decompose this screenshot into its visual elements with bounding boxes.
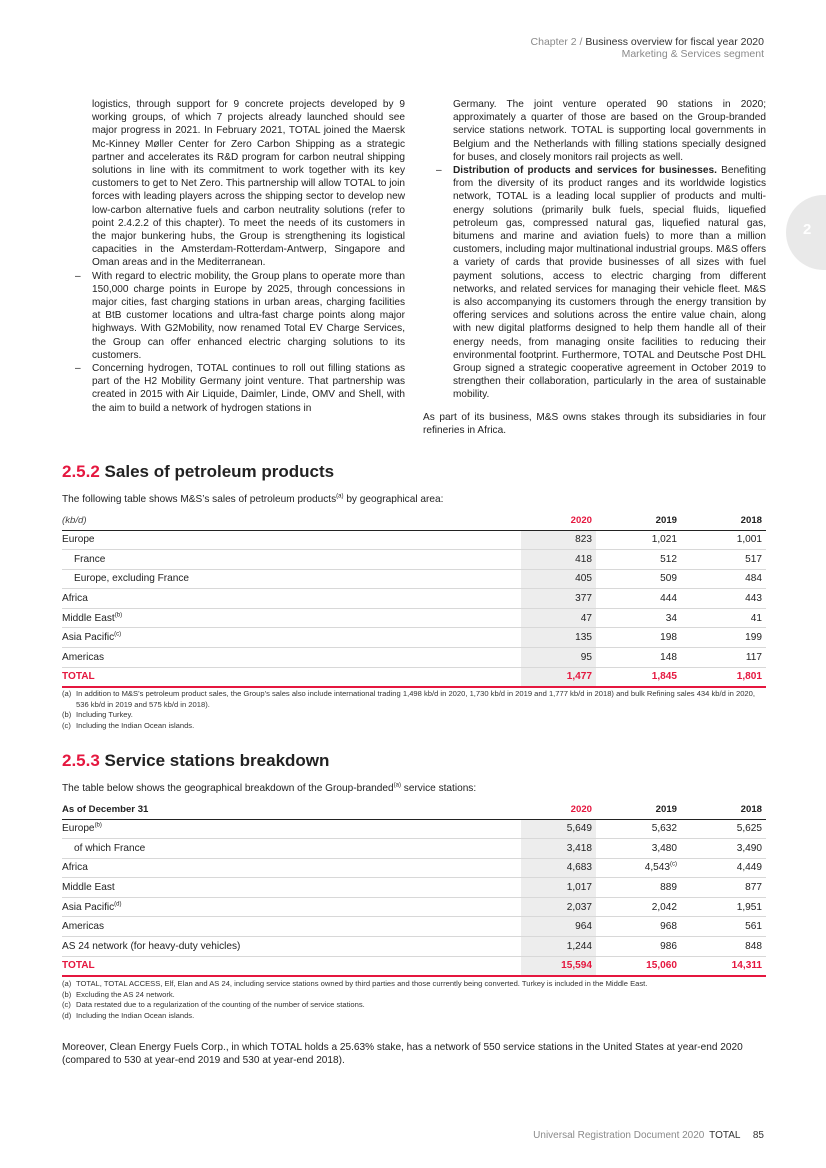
cell-value: 823 <box>575 534 592 546</box>
total-row <box>62 956 766 976</box>
cell-value: 4,683 <box>566 862 592 874</box>
cell-value: 443 <box>745 593 762 605</box>
value-cell-2018 <box>681 917 766 937</box>
row-label <box>62 569 521 589</box>
value-cell-2020 <box>521 917 596 937</box>
table-row <box>62 550 766 570</box>
chapter-tab-number: 2 <box>803 221 812 238</box>
row-label-text: Middle East <box>62 612 115 624</box>
cell-value: 5,625 <box>736 823 762 835</box>
footnote-key: (b) <box>62 989 72 999</box>
footnote-ref: (a) <box>393 782 401 789</box>
cell-value: 41 <box>750 612 762 624</box>
cell-value: 848 <box>745 940 762 952</box>
left-bullet-hydrogen: – Concerning hydrogen, TOTAL continues to roll out filling stations as part of the H2 Mobility Germany joint venture. That partnership was created in 2015 with Air Liquide, Daimler, Linde, OMV and Shell, with the aim to build a network of hydrogen stations in <box>62 362 405 415</box>
row-label-text: Middle East <box>62 882 115 894</box>
cell-value: 1,001 <box>736 534 762 546</box>
cell-value: 377 <box>575 593 592 605</box>
row-label <box>62 550 521 570</box>
row-label <box>62 897 521 917</box>
cell-value: 889 <box>660 882 677 894</box>
total-row <box>62 667 766 687</box>
row-label <box>62 858 521 878</box>
footnote-text: Data restated due to a regularization of the counting of the number of service stations. <box>76 1000 365 1010</box>
petroleum-sales-table <box>62 512 766 688</box>
footnote <box>62 710 766 721</box>
footnote-ref: (a) <box>336 493 344 500</box>
total-value-2018: 14,311 <box>681 956 766 976</box>
cell-value: 512 <box>660 553 677 565</box>
cell-value: 1,017 <box>566 882 592 894</box>
footnote-text: TOTAL, TOTAL ACCESS, Elf, Elan and AS 24, including service stations owned by third parties and those currently being converted. Turkey is included in the Middle East. <box>76 979 648 988</box>
cell-value: 509 <box>660 573 677 585</box>
table-row <box>62 839 766 859</box>
stations-footnotes <box>62 979 766 1021</box>
cell-value: 199 <box>745 632 762 644</box>
footnote-ref: (d) <box>114 901 122 908</box>
value-cell-2018 <box>681 530 766 550</box>
value-cell-2020 <box>521 648 596 668</box>
cell-value: 968 <box>660 921 677 933</box>
value-cell-2019 <box>596 530 681 550</box>
row-label-text: France <box>74 553 106 565</box>
footnote <box>62 721 766 732</box>
row-label <box>62 648 521 668</box>
segment-label: Marketing & Services segment <box>621 48 764 60</box>
cell-value: 418 <box>575 553 592 565</box>
cell-value: 517 <box>745 553 762 565</box>
page-footer <box>533 1130 764 1141</box>
year-header-2018: 2018 <box>681 512 766 530</box>
row-label <box>62 530 521 550</box>
value-cell-2020 <box>521 897 596 917</box>
value-cell-2019 <box>596 569 681 589</box>
section-number: 2.5.3 <box>62 751 100 770</box>
section-number: 2.5.2 <box>62 462 100 481</box>
intro-text: The table below shows the geographical breakdown of the Group-branded <box>62 783 394 794</box>
footnote-text: Including Turkey. <box>76 710 133 720</box>
value-cell-2019 <box>596 819 681 839</box>
total-label: TOTAL <box>62 667 521 687</box>
table-row <box>62 819 766 839</box>
page-header <box>531 36 764 60</box>
cell-value: 484 <box>745 573 762 585</box>
footnote <box>62 979 766 990</box>
row-label-text: Europe <box>62 534 95 546</box>
value-cell-2018 <box>681 897 766 917</box>
footnote-key: (a) <box>62 979 72 988</box>
value-cell-2018 <box>681 648 766 668</box>
cell-value: 5,632 <box>651 823 677 835</box>
right-column <box>423 98 766 437</box>
value-cell-2019 <box>596 878 681 898</box>
cell-value: 4,449 <box>736 862 762 874</box>
intro-text: The following table shows M&S’s sales of petroleum products <box>62 494 337 505</box>
value-cell-2018 <box>681 878 766 898</box>
value-cell-2018 <box>681 608 766 628</box>
footnote-key: (c) <box>62 1000 71 1010</box>
value-cell-2018 <box>681 937 766 957</box>
cell-value: 4,543 <box>644 862 670 874</box>
cell-value: 3,480 <box>651 842 677 854</box>
intro-text-end: service stations: <box>400 783 477 794</box>
chapter-tab[interactable] <box>786 195 826 270</box>
year-header-2020: 2020 <box>521 512 596 530</box>
row-label <box>62 937 521 957</box>
value-cell-2019 <box>596 648 681 668</box>
row-label <box>62 839 521 859</box>
value-cell-2020 <box>521 628 596 648</box>
table-row <box>62 569 766 589</box>
total-value-2020: 1,477 <box>521 667 596 687</box>
section-title: Sales of petroleum products <box>104 462 335 481</box>
row-label-text: Europe, excluding France <box>74 573 190 585</box>
value-cell-2018 <box>681 819 766 839</box>
cell-value: 148 <box>660 651 677 663</box>
value-cell-2018 <box>681 569 766 589</box>
value-cell-2019 <box>596 589 681 609</box>
section-heading-petroleum <box>62 462 334 482</box>
row-label <box>62 589 521 609</box>
value-cell-2019 <box>596 858 681 878</box>
chapter-label: Chapter 2 / <box>530 36 583 48</box>
row-label-text: Americas <box>62 651 105 663</box>
footer-doc-title: Universal Registration Document 2020 <box>533 1130 705 1141</box>
cell-value: 444 <box>660 593 677 605</box>
cell-value: 117 <box>745 651 762 663</box>
year-header-2019: 2019 <box>596 512 681 530</box>
cell-value: 3,490 <box>736 842 762 854</box>
table-header-row <box>62 801 766 819</box>
total-value-2020: 15,594 <box>521 956 596 976</box>
table-row <box>62 589 766 609</box>
footnote-text: Including the Indian Ocean islands. <box>76 720 195 730</box>
cell-value: 5,649 <box>566 823 592 835</box>
cell-value: 405 <box>575 573 592 585</box>
section-intro-stations <box>62 783 476 794</box>
row-label <box>62 628 521 648</box>
cell-value: 135 <box>575 632 592 644</box>
cell-value: 1,951 <box>736 901 762 913</box>
footnote-ref: (c) <box>670 862 677 869</box>
cell-value: 3,418 <box>566 842 592 854</box>
total-value-2018: 1,801 <box>681 667 766 687</box>
footnote-text: Excluding the AS 24 network. <box>76 989 175 999</box>
table-row <box>62 878 766 898</box>
row-label-text: Africa <box>62 593 88 605</box>
row-label-text: Europe <box>62 823 95 835</box>
table-header-row <box>62 512 766 530</box>
cell-value: 34 <box>665 612 677 624</box>
table-row <box>62 917 766 937</box>
unit-header: (kb/d) <box>62 512 521 530</box>
row-label-text: AS 24 network (for heavy-duty vehicles) <box>62 940 241 952</box>
footnote-key: (b) <box>62 710 72 720</box>
value-cell-2020 <box>521 937 596 957</box>
table-row <box>62 858 766 878</box>
bullet-heading: Distribution of products and services for businesses. <box>453 165 717 177</box>
footnote <box>62 1011 766 1022</box>
value-cell-2020 <box>521 839 596 859</box>
row-label <box>62 819 521 839</box>
footnote-key: (d) <box>62 1010 72 1020</box>
cell-value: 561 <box>745 921 762 933</box>
table-row <box>62 628 766 648</box>
footnote-ref: (c) <box>114 631 122 638</box>
value-cell-2019 <box>596 937 681 957</box>
footnote-text: In addition to M&S’s petroleum product sales, the Group’s sales also include international trading 1,498 kb/d in 2020, 1,730 kb/d in 2019 and 1,777 kb/d in 2018) and bulk Refining sales 434 kb/d in 2020, 536 kb/d in 2019 and 575 kb/d in 2018). <box>76 689 755 709</box>
section-intro-petroleum <box>62 494 443 505</box>
footnote-ref: (b) <box>114 612 123 619</box>
footnote <box>62 990 766 1001</box>
value-cell-2018 <box>681 858 766 878</box>
year-header-2018: 2018 <box>681 801 766 819</box>
table-row <box>62 648 766 668</box>
cell-value: 877 <box>745 882 762 894</box>
total-label: TOTAL <box>62 956 521 976</box>
value-cell-2020 <box>521 569 596 589</box>
service-stations-table <box>62 801 766 977</box>
year-header-2020: 2020 <box>521 801 596 819</box>
value-cell-2019 <box>596 897 681 917</box>
row-label-text: of which France <box>74 842 146 854</box>
value-cell-2019 <box>596 608 681 628</box>
footnote-key: (c) <box>62 720 71 730</box>
cell-value: 986 <box>660 940 677 952</box>
right-paragraph-cont: Germany. The joint venture operated 90 stations in 2020; approximately a quarter of those are based on the Group-branded service stations network. TOTAL is supporting local governments in Belgium and the Netherlands with filling stations specially designed for buses, and closely monitors rail projects as well. <box>453 99 766 163</box>
chapter-line <box>531 36 764 48</box>
row-label-text: Africa <box>62 862 88 874</box>
table-row <box>62 937 766 957</box>
value-cell-2019 <box>596 628 681 648</box>
row-label-text: Asia Pacific <box>62 632 115 644</box>
cell-value: 2,037 <box>566 901 592 913</box>
value-cell-2020 <box>521 608 596 628</box>
row-label <box>62 878 521 898</box>
value-cell-2019 <box>596 550 681 570</box>
left-bullet-electric: – With regard to electric mobility, the Group plans to operate more than 150,000 charge points in Europe by 2025, through concessions in major cities, fast charging stations in urban areas, charging facilities at BtB customer locations and ultra-fast charge points along major highways. With G2Mobility, now renamed Total EV Charge Services, the Group can offer enhanced electric charging solutions to its customers. <box>62 270 405 362</box>
chapter-title: Business overview for fiscal year 2020 <box>585 36 764 48</box>
cell-value: 47 <box>580 612 592 624</box>
footnote-key: (a) <box>62 689 72 698</box>
total-value-2019: 1,845 <box>596 667 681 687</box>
value-cell-2019 <box>596 839 681 859</box>
footer-brand: TOTAL <box>709 1130 741 1141</box>
cell-value: 1,244 <box>566 940 592 952</box>
footnote-ref: (b) <box>94 822 102 829</box>
row-label-text: Americas <box>62 921 105 933</box>
section-heading-stations <box>62 751 329 771</box>
page-number: 85 <box>752 1130 764 1141</box>
table-row <box>62 608 766 628</box>
value-cell-2020 <box>521 878 596 898</box>
closing-paragraph: Moreover, Clean Energy Fuels Corp., in which TOTAL holds a 25.63% stake, has a network of 550 service stations in the United States at year-end 2020 (compared to 530 at year-end 2019 and 530 at year-end 2018). <box>62 1042 743 1067</box>
footnote <box>62 1000 766 1011</box>
footnote-text: Including the Indian Ocean islands. <box>76 1010 195 1020</box>
petroleum-footnotes <box>62 689 766 731</box>
date-header: As of December 31 <box>62 801 521 819</box>
value-cell-2020 <box>521 819 596 839</box>
cell-value: 1,021 <box>651 534 677 546</box>
cell-value: 2,042 <box>651 901 677 913</box>
left-paragraph-1: logistics, through support for 9 concrete projects developed by 9 working groups, of which 7 projects already launched should see major progress in 2021. In February 2021, TOTAL joined the Maersk Mc-Kinney Møller Center for Zero Carbon Shipping as a strategic partner and accelerates its R&D program for carbon neutral shipping solutions in line with its commitment to work together with its key customers to get to Net Zero. This partnership will allow TOTAL to join forces with leading players across the shipping sector to develop new low-carbon alternative fuels and carbon neutrality solutions (refer to point 2.4.2.2 of this chapter). To meet the needs of its customers in the major bunkering hubs, the Group is strengthening its logistical capacities in the Amsterdam-Rotterdam-Antwerp, Singapore and Oman areas and in the Mediterranean. <box>92 99 405 269</box>
two-column-text <box>62 98 766 437</box>
footnote <box>62 689 766 710</box>
row-label <box>62 608 521 628</box>
value-cell-2018 <box>681 628 766 648</box>
cell-value: 964 <box>575 921 592 933</box>
year-header-2019: 2019 <box>596 801 681 819</box>
value-cell-2020 <box>521 858 596 878</box>
value-cell-2019 <box>596 917 681 937</box>
right-bullet-business <box>423 164 766 402</box>
cell-value: 198 <box>660 632 677 644</box>
total-value-2019: 15,060 <box>596 956 681 976</box>
value-cell-2018 <box>681 550 766 570</box>
value-cell-2018 <box>681 839 766 859</box>
value-cell-2020 <box>521 530 596 550</box>
row-label <box>62 917 521 937</box>
value-cell-2018 <box>681 589 766 609</box>
table-row <box>62 897 766 917</box>
value-cell-2020 <box>521 550 596 570</box>
cell-value: 95 <box>580 651 592 663</box>
bullet-body: Benefiting from the diversity of its product ranges and its worldwide logistics network, TOTAL is a leading local supplier of products and multi-energy solutions (primarily bulk fuels, special fluids, liquefied petroleum gas, compressed natural gas, liquefied natural gas, bitumens and marine and aviation fuels) to more than a million customers, including major multinational industrial groups. M&S offers a variety of cards that provide businesses of all sizes with fuel payment solutions, access to electric charging from different networks, and related services for managing their vehicle fleet. M&S is also accompanying its customers through the energy transition by offering services and solutions across the entire value chain, along with new digital platforms designed to help them handle all of their energy needs, from managing onsite facilities to reducing their environmental footprint. Furthermore, TOTAL and Deutsche Post DHL Group signed a strategic cooperative agreement in October 2019 to strengthen their collaboration, particularly in the area of sustainable mobility. <box>453 165 766 401</box>
section-title: Service stations breakdown <box>104 751 330 770</box>
table-row <box>62 530 766 550</box>
value-cell-2020 <box>521 589 596 609</box>
right-closing: As part of its business, M&S owns stakes through its subsidiaries in four refineries in Africa. <box>423 411 766 436</box>
intro-text-end: by geographical area: <box>343 494 444 505</box>
left-column <box>62 98 405 437</box>
row-label-text: Asia Pacific <box>62 901 115 913</box>
